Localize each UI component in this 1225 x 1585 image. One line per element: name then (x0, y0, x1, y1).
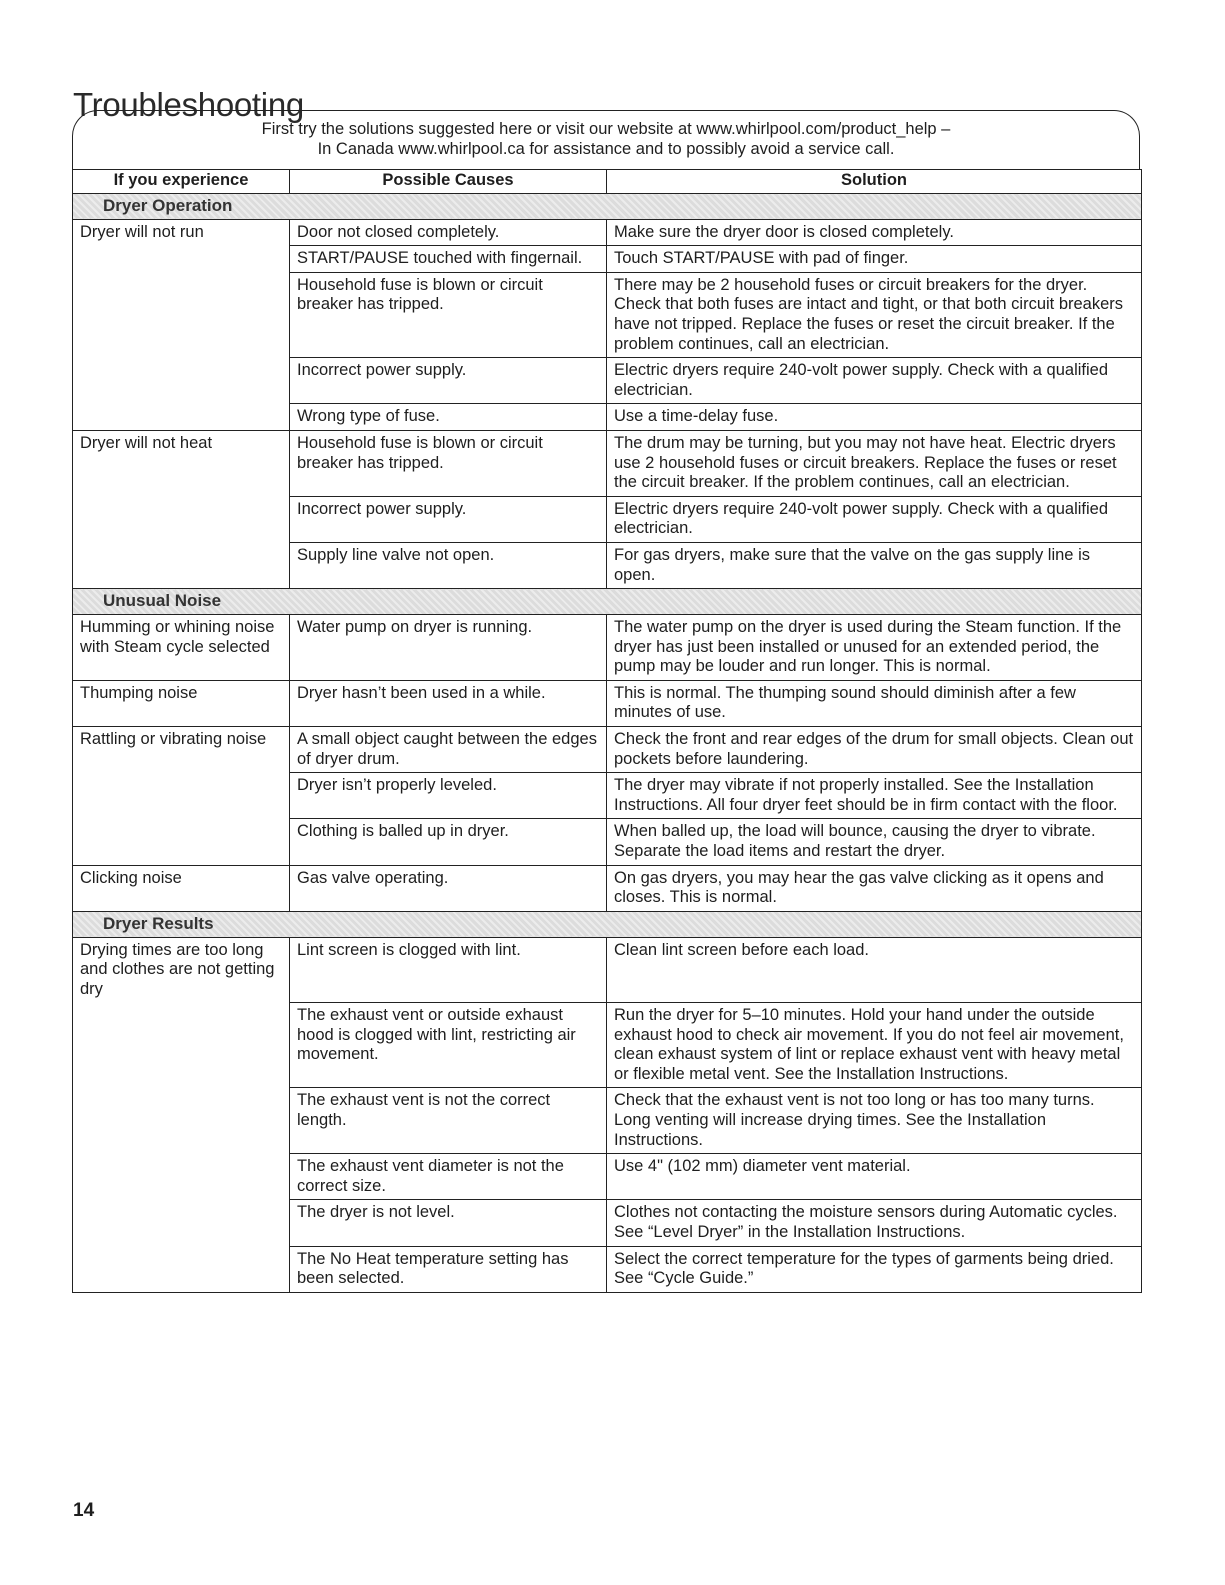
table-row (73, 1246, 1142, 1292)
solution-cell: When balled up, the load will bounce, causing the dryer to vibrate. Separate the load items and restart the dryer. (607, 819, 1142, 865)
problem-cell (73, 358, 290, 404)
table-row (73, 358, 1142, 404)
solution-cell: Touch START/PAUSE with pad of finger. (607, 246, 1142, 273)
header-row (73, 170, 1142, 194)
solution-cell: Electric dryers require 240-volt power supply. Check with a qualified electrician. (607, 358, 1142, 404)
section-header-row (73, 193, 1142, 219)
table-body (73, 193, 1142, 1292)
section-title: Unusual Noise (73, 589, 1142, 615)
cause-cell: The exhaust vent diameter is not the correct size. (290, 1154, 607, 1200)
cause-cell: The dryer is not level. (290, 1200, 607, 1246)
cause-cell: Dryer hasn’t been used in a while. (290, 680, 607, 726)
cause-cell: Incorrect power supply. (290, 358, 607, 404)
table-row (73, 773, 1142, 819)
table-row (73, 680, 1142, 726)
solution-cell: This is normal. The thumping sound should diminish after a few minutes of use. (607, 680, 1142, 726)
section-title: Dryer Operation (73, 193, 1142, 219)
problem-cell: Dryer will not run (73, 219, 290, 246)
table-row (73, 404, 1142, 431)
problem-cell: Thumping noise (73, 680, 290, 726)
solution-cell: Check the front and rear edges of the drum for small objects. Clean out pockets before laundering. (607, 727, 1142, 773)
problem-cell (73, 542, 290, 588)
troubleshooting-table (72, 169, 1142, 1293)
section-header-row (73, 911, 1142, 937)
problem-cell (73, 496, 290, 542)
table-row (73, 615, 1142, 681)
page-title: Troubleshooting (73, 86, 304, 124)
solution-cell: Run the dryer for 5–10 minutes. Hold your hand under the outside exhaust hood to check air movement. If you do not feel air movement, clean exhaust system of lint or replace exhaust vent with heavy metal or flexible metal vent. See the Installation Instructions. (607, 1003, 1142, 1088)
table-row (73, 542, 1142, 588)
header-possible-causes: Possible Causes (290, 170, 607, 194)
intro-line-1: First try the solutions suggested here or visit our website at www.whirlpool.com/product_help – (261, 120, 951, 138)
problem-cell (73, 1088, 290, 1154)
cause-cell: Door not closed completely. (290, 219, 607, 246)
cause-cell: Incorrect power supply. (290, 496, 607, 542)
table-row (73, 865, 1142, 911)
table-row (73, 1200, 1142, 1246)
cause-cell: Supply line valve not open. (290, 542, 607, 588)
cause-cell: Water pump on dryer is running. (290, 615, 607, 681)
problem-cell (73, 404, 290, 431)
cause-cell: Household fuse is blown or circuit breaker has tripped. (290, 430, 607, 496)
solution-cell: Use 4" (102 mm) diameter vent material. (607, 1154, 1142, 1200)
solution-cell: On gas dryers, you may hear the gas valve clicking as it opens and closes. This is normal. (607, 865, 1142, 911)
solution-cell: Use a time-delay fuse. (607, 404, 1142, 431)
cause-cell: A small object caught between the edges of dryer drum. (290, 727, 607, 773)
problem-cell (73, 272, 290, 357)
header-solution: Solution (607, 170, 1142, 194)
problem-cell: Rattling or vibrating noise (73, 727, 290, 773)
header-if-you-experience: If you experience (73, 170, 290, 194)
cause-cell: Wrong type of fuse. (290, 404, 607, 431)
problem-cell (73, 1154, 290, 1200)
problem-cell: Drying times are too long and clothes are not getting dry (73, 937, 290, 1002)
section-title: Dryer Results (73, 911, 1142, 937)
solution-cell: Clothes not contacting the moisture sensors during Automatic cycles. See “Level Dryer” in the Installation Instructions. (607, 1200, 1142, 1246)
problem-cell (73, 1200, 290, 1246)
table-row (73, 1003, 1142, 1088)
intro-box (72, 110, 1140, 170)
solution-cell: Clean lint screen before each load. (607, 937, 1142, 1002)
table-row (73, 1088, 1142, 1154)
solution-cell: Make sure the dryer door is closed completely. (607, 219, 1142, 246)
table-row (73, 727, 1142, 773)
cause-cell: Clothing is balled up in dryer. (290, 819, 607, 865)
solution-cell: Electric dryers require 240-volt power supply. Check with a qualified electrician. (607, 496, 1142, 542)
cause-cell: The exhaust vent or outside exhaust hood is clogged with lint, restricting air movement. (290, 1003, 607, 1088)
problem-cell: Humming or whining noise with Steam cycle selected (73, 615, 290, 681)
solution-cell: Check that the exhaust vent is not too long or has too many turns. Long venting will increase drying times. See the Installation Instructions. (607, 1088, 1142, 1154)
table-row (73, 430, 1142, 496)
table-row (73, 219, 1142, 246)
cause-cell: START/PAUSE touched with fingernail. (290, 246, 607, 273)
problem-cell: Clicking noise (73, 865, 290, 911)
problem-cell (73, 246, 290, 273)
solution-cell: Select the correct temperature for the types of garments being dried. See “Cycle Guide.” (607, 1246, 1142, 1292)
table-row (73, 246, 1142, 273)
page-number: 14 (73, 1500, 95, 1521)
solution-cell: The water pump on the dryer is used during the Steam function. If the dryer has just been installed or unused for an extended period, the pump may be louder and run longer. This is normal. (607, 615, 1142, 681)
cause-cell: Household fuse is blown or circuit breaker has tripped. (290, 272, 607, 357)
problem-cell (73, 1246, 290, 1292)
solution-cell: The dryer may vibrate if not properly installed. See the Installation Instructions. All four dryer feet should be in firm contact with the floor. (607, 773, 1142, 819)
solution-cell: There may be 2 household fuses or circuit breakers for the dryer. Check that both fuses are intact and tight, or that both circuit breakers have not tripped. Replace the fuses or reset the circuit breaker. If the problem continues, call an electrician. (607, 272, 1142, 357)
table-row (73, 272, 1142, 357)
table-row (73, 937, 1142, 1002)
cause-cell: Lint screen is clogged with lint. (290, 937, 607, 1002)
solution-cell: The drum may be turning, but you may not have heat. Electric dryers use 2 household fuses or circuit breakers. Replace the fuses or reset the circuit breaker. If the problem continues, call an electrician. (607, 430, 1142, 496)
cause-cell: The No Heat temperature setting has been selected. (290, 1246, 607, 1292)
cause-cell: The exhaust vent is not the correct length. (290, 1088, 607, 1154)
table-row (73, 496, 1142, 542)
section-header-row (73, 589, 1142, 615)
cause-cell: Gas valve operating. (290, 865, 607, 911)
cause-cell: Dryer isn’t properly leveled. (290, 773, 607, 819)
solution-cell: For gas dryers, make sure that the valve on the gas supply line is open. (607, 542, 1142, 588)
table-row (73, 1154, 1142, 1200)
problem-cell (73, 819, 290, 865)
problem-cell (73, 773, 290, 819)
problem-cell (73, 1003, 290, 1088)
intro-line-2: In Canada www.whirlpool.ca for assistance and to possibly avoid a service call. (317, 140, 895, 158)
table-row (73, 819, 1142, 865)
problem-cell: Dryer will not heat (73, 430, 290, 496)
